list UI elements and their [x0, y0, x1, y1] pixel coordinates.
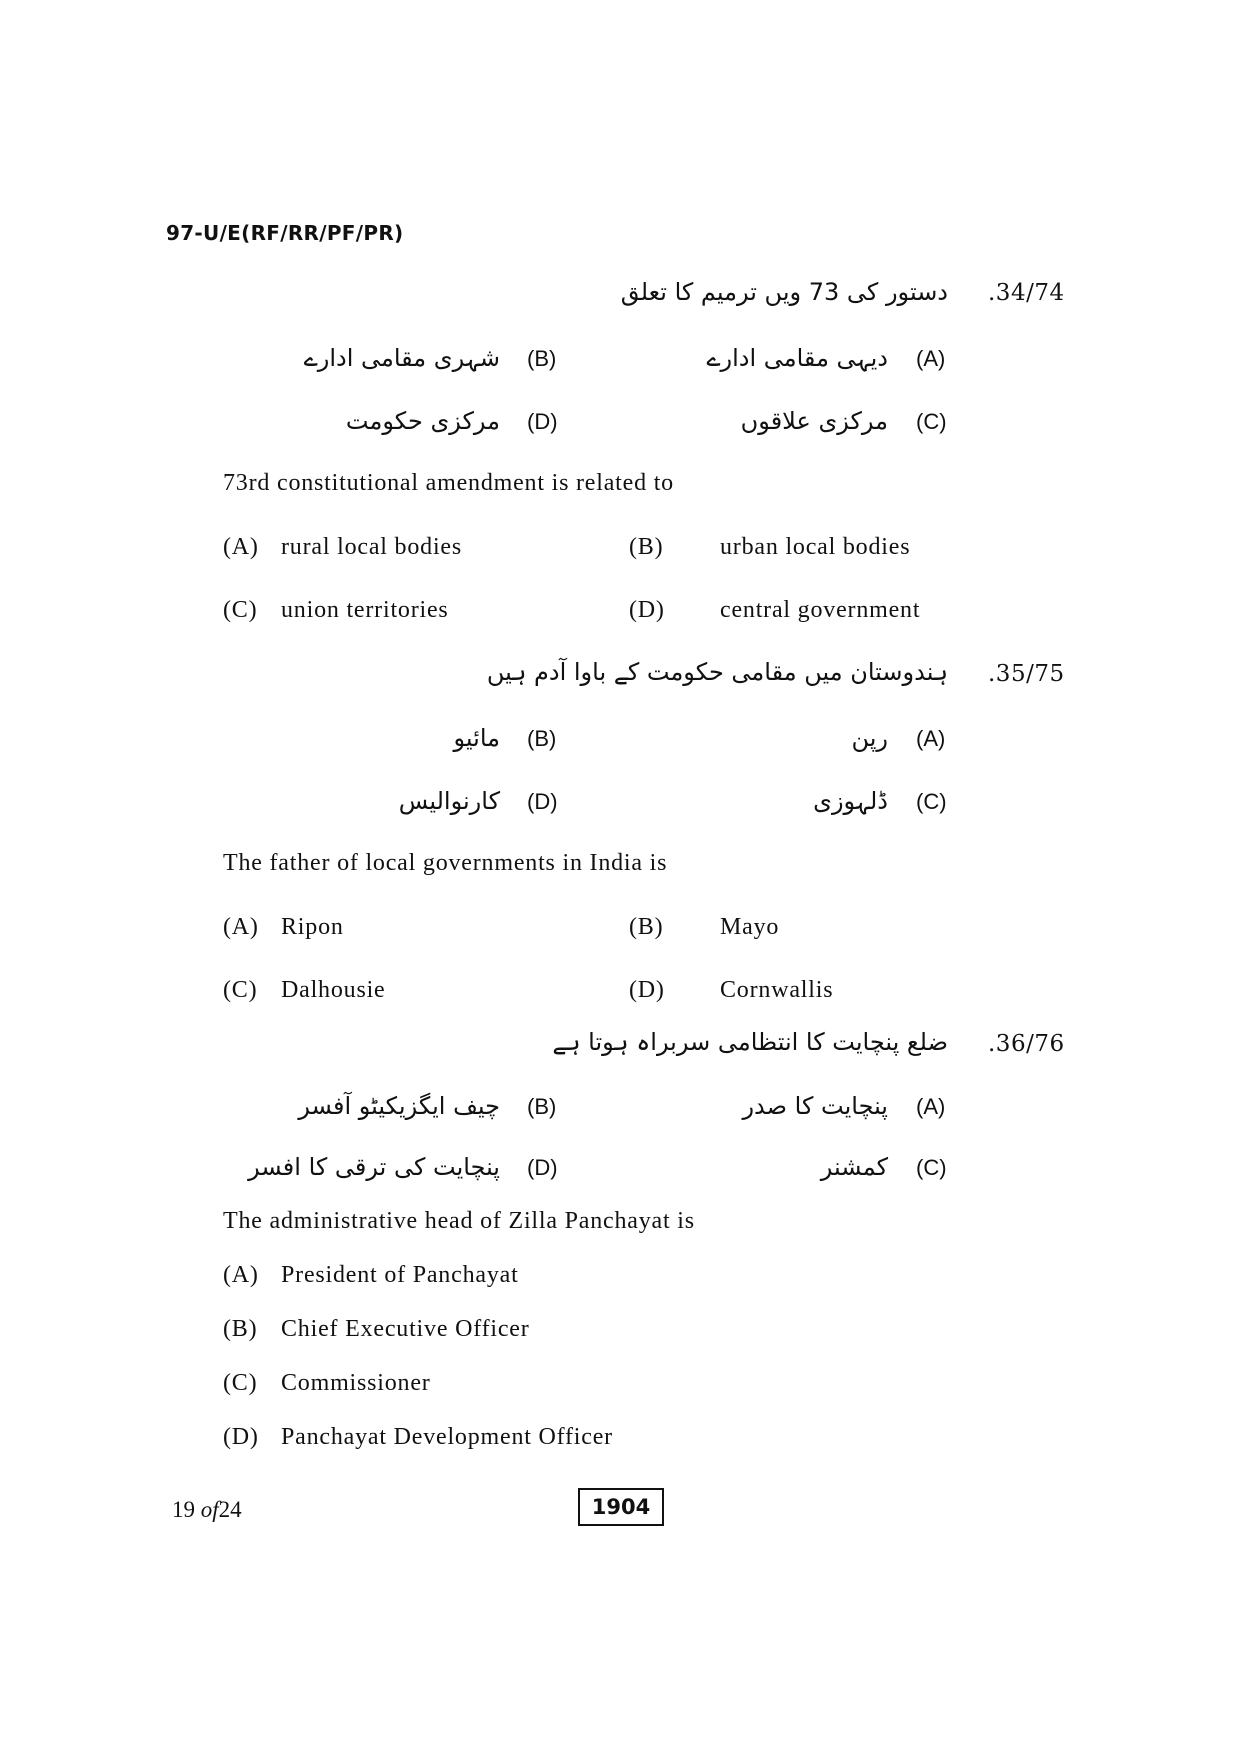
urdu-option-c-letter: (C)	[916, 409, 947, 434]
option-a-letter: (A)	[223, 914, 259, 940]
option-b-letter: (B)	[223, 1316, 258, 1342]
page-current: 19	[172, 1497, 195, 1522]
urdu-option-a-text: رپن	[851, 724, 888, 752]
option-b-text: Mayo	[720, 914, 780, 940]
english-question-stem: 73rd constitutional amendment is related to	[223, 470, 674, 496]
english-question-stem: The administrative head of Zilla Panchayat is	[223, 1208, 695, 1234]
urdu-option-d-text: پنچایت کی ترقی کا افسر	[248, 1153, 500, 1181]
option-c-letter: (C)	[223, 977, 258, 1003]
urdu-option-b-letter: (B)	[527, 726, 557, 751]
urdu-option-b-letter: (B)	[527, 346, 557, 371]
urdu-question-stem: ضلع پنچایت کا انتظامی سربراہ ہوتا ہے	[552, 1028, 948, 1056]
urdu-option-c-text: کمشنر	[820, 1153, 888, 1181]
page-total: 24	[218, 1497, 242, 1522]
question-number: .34/74	[988, 280, 1065, 306]
urdu-option-a-text: دیہی مقامی ادارے	[706, 344, 888, 372]
option-a-letter: (A)	[223, 1262, 259, 1288]
option-b-text: urban local bodies	[720, 534, 911, 560]
urdu-question-stem: دستور کی 73 ویں ترمیم کا تعلق	[620, 278, 948, 306]
option-c-letter: (C)	[223, 1370, 258, 1396]
option-d-letter: (D)	[629, 977, 665, 1003]
option-c-text: union territories	[281, 597, 449, 623]
option-a-text: rural local bodies	[281, 534, 463, 560]
urdu-option-a-letter: (A)	[916, 346, 946, 371]
option-a-text: Ripon	[281, 914, 344, 940]
option-d-text: Cornwallis	[720, 977, 834, 1003]
urdu-option-c-text: ڈلہوزی	[813, 787, 888, 815]
option-b-letter: (B)	[629, 914, 664, 940]
urdu-option-b-text: چیف ایگزیکیٹو آفسر	[298, 1092, 500, 1120]
option-b-letter: (B)	[629, 534, 664, 560]
urdu-option-b-letter: (B)	[527, 1094, 557, 1119]
option-d-letter: (D)	[629, 597, 665, 623]
urdu-option-d-letter: (D)	[527, 409, 558, 434]
option-d-letter: (D)	[223, 1424, 259, 1450]
english-question-stem: The father of local governments in India is	[223, 850, 668, 876]
question-number: .35/75	[988, 661, 1065, 687]
option-b-text: Chief Executive Officer	[281, 1316, 530, 1342]
urdu-question-stem: ہندوستان میں مقامی حکومت کے باوا آدم ہیں	[486, 658, 948, 686]
urdu-option-d-letter: (D)	[527, 1155, 558, 1180]
paper-code: 97-U/E(RF/RR/PF/PR)	[166, 221, 404, 245]
option-c-text: Commissioner	[281, 1370, 431, 1396]
urdu-option-c-text: مرکزی علاقوں	[740, 407, 888, 435]
urdu-option-a-letter: (A)	[916, 1094, 946, 1119]
page-number	[172, 1497, 242, 1523]
urdu-option-b-text: مائیو	[453, 724, 500, 752]
option-a-letter: (A)	[223, 534, 259, 560]
option-d-text: central government	[720, 597, 921, 623]
option-d-text: Panchayat Development Officer	[281, 1424, 613, 1450]
booklet-code-box: 1904	[578, 1488, 664, 1526]
option-c-letter: (C)	[223, 597, 258, 623]
option-a-text: President of Panchayat	[281, 1262, 519, 1288]
urdu-option-d-text: مرکزی حکومت	[345, 407, 500, 435]
urdu-option-c-letter: (C)	[916, 789, 947, 814]
urdu-option-a-text: پنچایت کا صدر	[742, 1092, 888, 1120]
urdu-option-a-letter: (A)	[916, 726, 946, 751]
question-number: .36/76	[988, 1031, 1065, 1057]
urdu-option-c-letter: (C)	[916, 1155, 947, 1180]
page-of-label: of	[200, 1497, 219, 1522]
urdu-option-d-text: کارنوالیس	[398, 787, 500, 815]
option-c-text: Dalhousie	[281, 977, 386, 1003]
urdu-option-b-text: شہری مقامی ادارے	[303, 344, 500, 372]
urdu-option-d-letter: (D)	[527, 789, 558, 814]
